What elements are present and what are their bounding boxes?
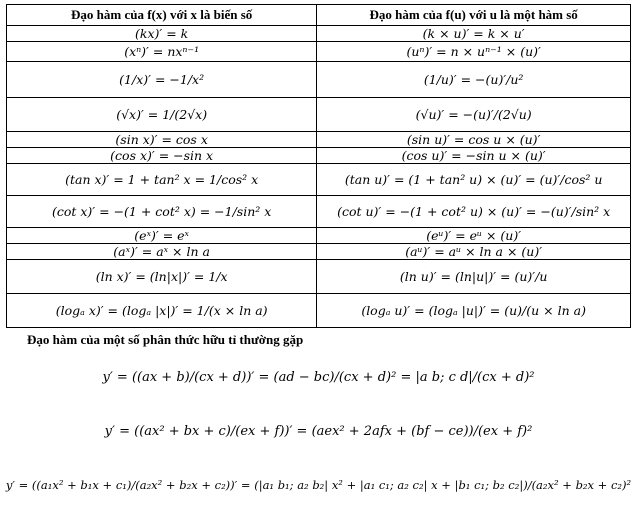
formula-cell: (aᵘ)′ = aᵘ × ln a × (u)′ bbox=[317, 244, 631, 260]
formula-cell: (tan u)′ = (1 + tan² u) × (u)′ = (u)′/cos² u bbox=[317, 164, 631, 196]
formula-cell: (aˣ)′ = aˣ × ln a bbox=[7, 244, 317, 260]
formula-cell: (eᵘ)′ = eᵘ × (u)′ bbox=[317, 228, 631, 244]
formula-cell: (eˣ)′ = eˣ bbox=[7, 228, 317, 244]
formula-cell: (logₐ x)′ = (logₐ |x|)′ = 1/(x × ln a) bbox=[7, 294, 317, 328]
table-row bbox=[7, 164, 631, 196]
derivative-table bbox=[6, 4, 631, 328]
formula-cell: (1/u)′ = −(u)′/u² bbox=[317, 62, 631, 98]
section-title: Đạo hàm của một số phân thức hữu tỉ thường gặp bbox=[27, 332, 304, 347]
formula-cell: (uⁿ)′ = n × uⁿ⁻¹ × (u)′ bbox=[317, 42, 631, 62]
table-row bbox=[7, 196, 631, 228]
formula-cell: (logₐ u)′ = (logₐ |u|)′ = (u)/(u × ln a) bbox=[317, 294, 631, 328]
rational-derivative-formula-3: y′ = ((a₁x² + b₁x + c₁)/(a₂x² + b₂x + c₂))′ = (|a₁ b₁; a₂ b₂| x² + |a₁ c₁; a₂ c₂| x + |b₁ c₁; b₂ c₂|)/(a₂x² + b₂x + c₂)² bbox=[5, 478, 632, 492]
formula-cell: (sin x)′ = cos x bbox=[7, 132, 317, 148]
table-row bbox=[7, 294, 631, 328]
formula-cell: (k × u)′ = k × u′ bbox=[317, 26, 631, 42]
table-row bbox=[7, 148, 631, 164]
table-row bbox=[7, 98, 631, 132]
formula-cell: (cos u)′ = −sin u × (u)′ bbox=[317, 148, 631, 164]
formula-cell: (tan x)′ = 1 + tan² x = 1/cos² x bbox=[7, 164, 317, 196]
table-header-row bbox=[7, 5, 631, 26]
table-row bbox=[7, 260, 631, 294]
rational-derivative-formula-2: y′ = ((ax² + bx + c)/(ex + f))′ = (aex² + 2afx + (bf − ce))/(ex + f)² bbox=[104, 424, 533, 439]
formula-cell: (sin u)′ = cos u × (u)′ bbox=[317, 132, 631, 148]
formula-cell: (1/x)′ = −1/x² bbox=[7, 62, 317, 98]
table-row bbox=[7, 62, 631, 98]
formula-cell: (√u)′ = −(u)′/(2√u) bbox=[317, 98, 631, 132]
formula-cell: (ln u)′ = (ln|u|)′ = (u)′/u bbox=[317, 260, 631, 294]
formula-cell: (xⁿ)′ = nxⁿ⁻¹ bbox=[7, 42, 317, 62]
formula-cell: (√x)′ = 1/(2√x) bbox=[7, 98, 317, 132]
formula-cell: (ln x)′ = (ln|x|)′ = 1/x bbox=[7, 260, 317, 294]
table-row bbox=[7, 228, 631, 244]
formula-cell: (cot x)′ = −(1 + cot² x) = −1/sin² x bbox=[7, 196, 317, 228]
header-fu: Đạo hàm của f(u) với u là một hàm số bbox=[317, 5, 631, 26]
rational-derivative-formula-1: y′ = ((ax + b)/(cx + d))′ = (ad − bc)/(cx + d)² = |a b; c d|/(cx + d)² bbox=[102, 370, 535, 385]
formula-cell: (cot u)′ = −(1 + cot² u) × (u)′ = −(u)′/sin² x bbox=[317, 196, 631, 228]
header-fx: Đạo hàm của f(x) với x là biến số bbox=[7, 5, 317, 26]
table-row bbox=[7, 244, 631, 260]
formula-cell: (cos x)′ = −sin x bbox=[7, 148, 317, 164]
table-row bbox=[7, 42, 631, 62]
table-row bbox=[7, 26, 631, 42]
table-row bbox=[7, 132, 631, 148]
formula-cell: (kx)′ = k bbox=[7, 26, 317, 42]
